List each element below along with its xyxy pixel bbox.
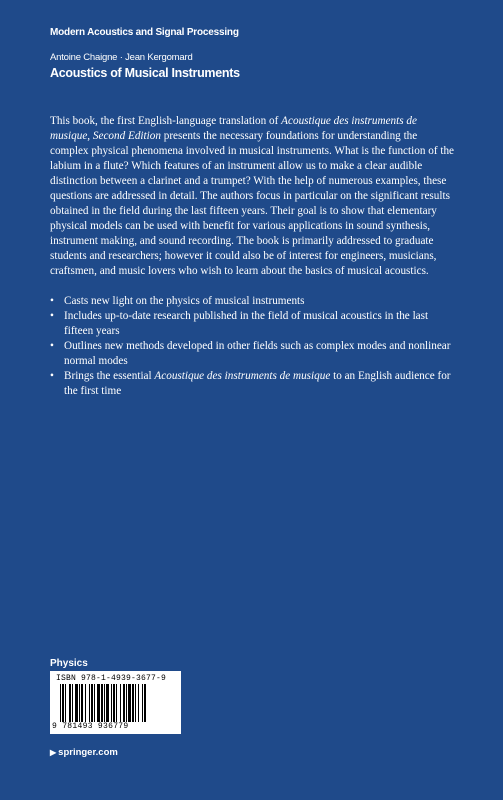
bullet-dot: • — [50, 340, 54, 352]
bullet-dot: • — [50, 310, 54, 322]
feature-item — [50, 369, 458, 399]
barcode-bars — [60, 684, 174, 722]
barcode-bar — [72, 684, 73, 722]
feature-text-post: to an English audience for the first time — [64, 370, 451, 397]
barcode-bar — [128, 684, 131, 722]
barcode-bar — [106, 684, 109, 722]
barcode-bar — [79, 684, 80, 722]
barcode-bar — [126, 684, 127, 722]
series-name: Modern Acoustics and Signal Processing — [50, 27, 239, 38]
feature-text: Includes up-to-date research published in the field of musical acoustics in the last fifteen years — [64, 310, 429, 337]
book-title: Acoustics of Musical Instruments — [50, 66, 240, 80]
feature-text-pre: Brings the essential — [64, 370, 155, 382]
bullet-dot: • — [50, 295, 54, 307]
feature-italic-title: Acoustique des instruments de musique — [154, 370, 331, 382]
barcode-bar — [81, 684, 83, 722]
barcode-bar — [123, 684, 125, 722]
barcode-bar — [132, 684, 134, 722]
barcode-bar — [113, 684, 115, 722]
feature-list — [50, 294, 458, 399]
feature-text: Casts new light on the physics of musical instruments — [64, 295, 305, 307]
authors: Antoine Chaigne · Jean Kergomard — [50, 52, 193, 63]
barcode-bar — [91, 684, 93, 722]
barcode-bar — [65, 684, 66, 722]
barcode-digits: 9 781493 936779 — [52, 722, 129, 731]
feature-item — [50, 309, 458, 339]
abstract-text-start: This book, the first English-language translation of — [50, 115, 282, 127]
barcode-bar — [144, 684, 146, 722]
feature-text: Outlines new methods developed in other fields such as complex modes and nonlinear normal modes — [64, 340, 451, 367]
abstract-paragraph — [50, 114, 458, 279]
feature-item — [50, 339, 458, 369]
barcode-bar — [60, 684, 61, 722]
barcode-bar — [116, 684, 117, 722]
barcode-bar — [120, 684, 121, 722]
barcode-box — [50, 671, 181, 734]
website-url: springer.com — [58, 747, 118, 758]
barcode-bar — [142, 684, 143, 722]
publisher-website — [50, 747, 118, 758]
feature-item — [50, 294, 458, 309]
barcode-bar — [94, 684, 95, 722]
bullet-dot: • — [50, 370, 54, 382]
abstract-text-rest: presents the necessary foundations for understanding the complex physical phenomena involved in musical instruments. What is the function of the labium in a flute? Which features of an instrument allow us to make a clear audible distinction between a clarinet and a trumpet? With the help of numerous examples, these questions are addressed in detail. The authors focus in particular on the significant results obtained in the field during the last fifteen years. Their goal is to show that elementary physical models can be used with benefit for various applications in sound synthesis, instrument making, and sound recording. The book is primarily addressed to graduate students and researchers; however it could also be of interest for engineers, musicians, craftsmen, and music lovers who wish to learn about the basics of musical acoustics. — [50, 130, 455, 277]
barcode-bar — [104, 684, 105, 722]
barcode-bar — [138, 684, 139, 722]
barcode-bar — [101, 684, 103, 722]
abstract-italic-title: Acoustique des instruments de musique, Second Edition — [50, 115, 417, 142]
barcode-bar — [135, 684, 136, 722]
barcode-bar — [85, 684, 86, 722]
isbn-label: ISBN 978-1-4939-3677-9 — [56, 674, 167, 683]
barcode-bar — [111, 684, 112, 722]
barcode-bar — [69, 684, 71, 722]
barcode-bar — [75, 684, 78, 722]
arrow-right-icon: ▶ — [50, 748, 57, 757]
barcode-bar — [62, 684, 64, 722]
barcode-bar — [89, 684, 90, 722]
barcode-bar — [97, 684, 100, 722]
subject-category: Physics — [50, 658, 88, 669]
